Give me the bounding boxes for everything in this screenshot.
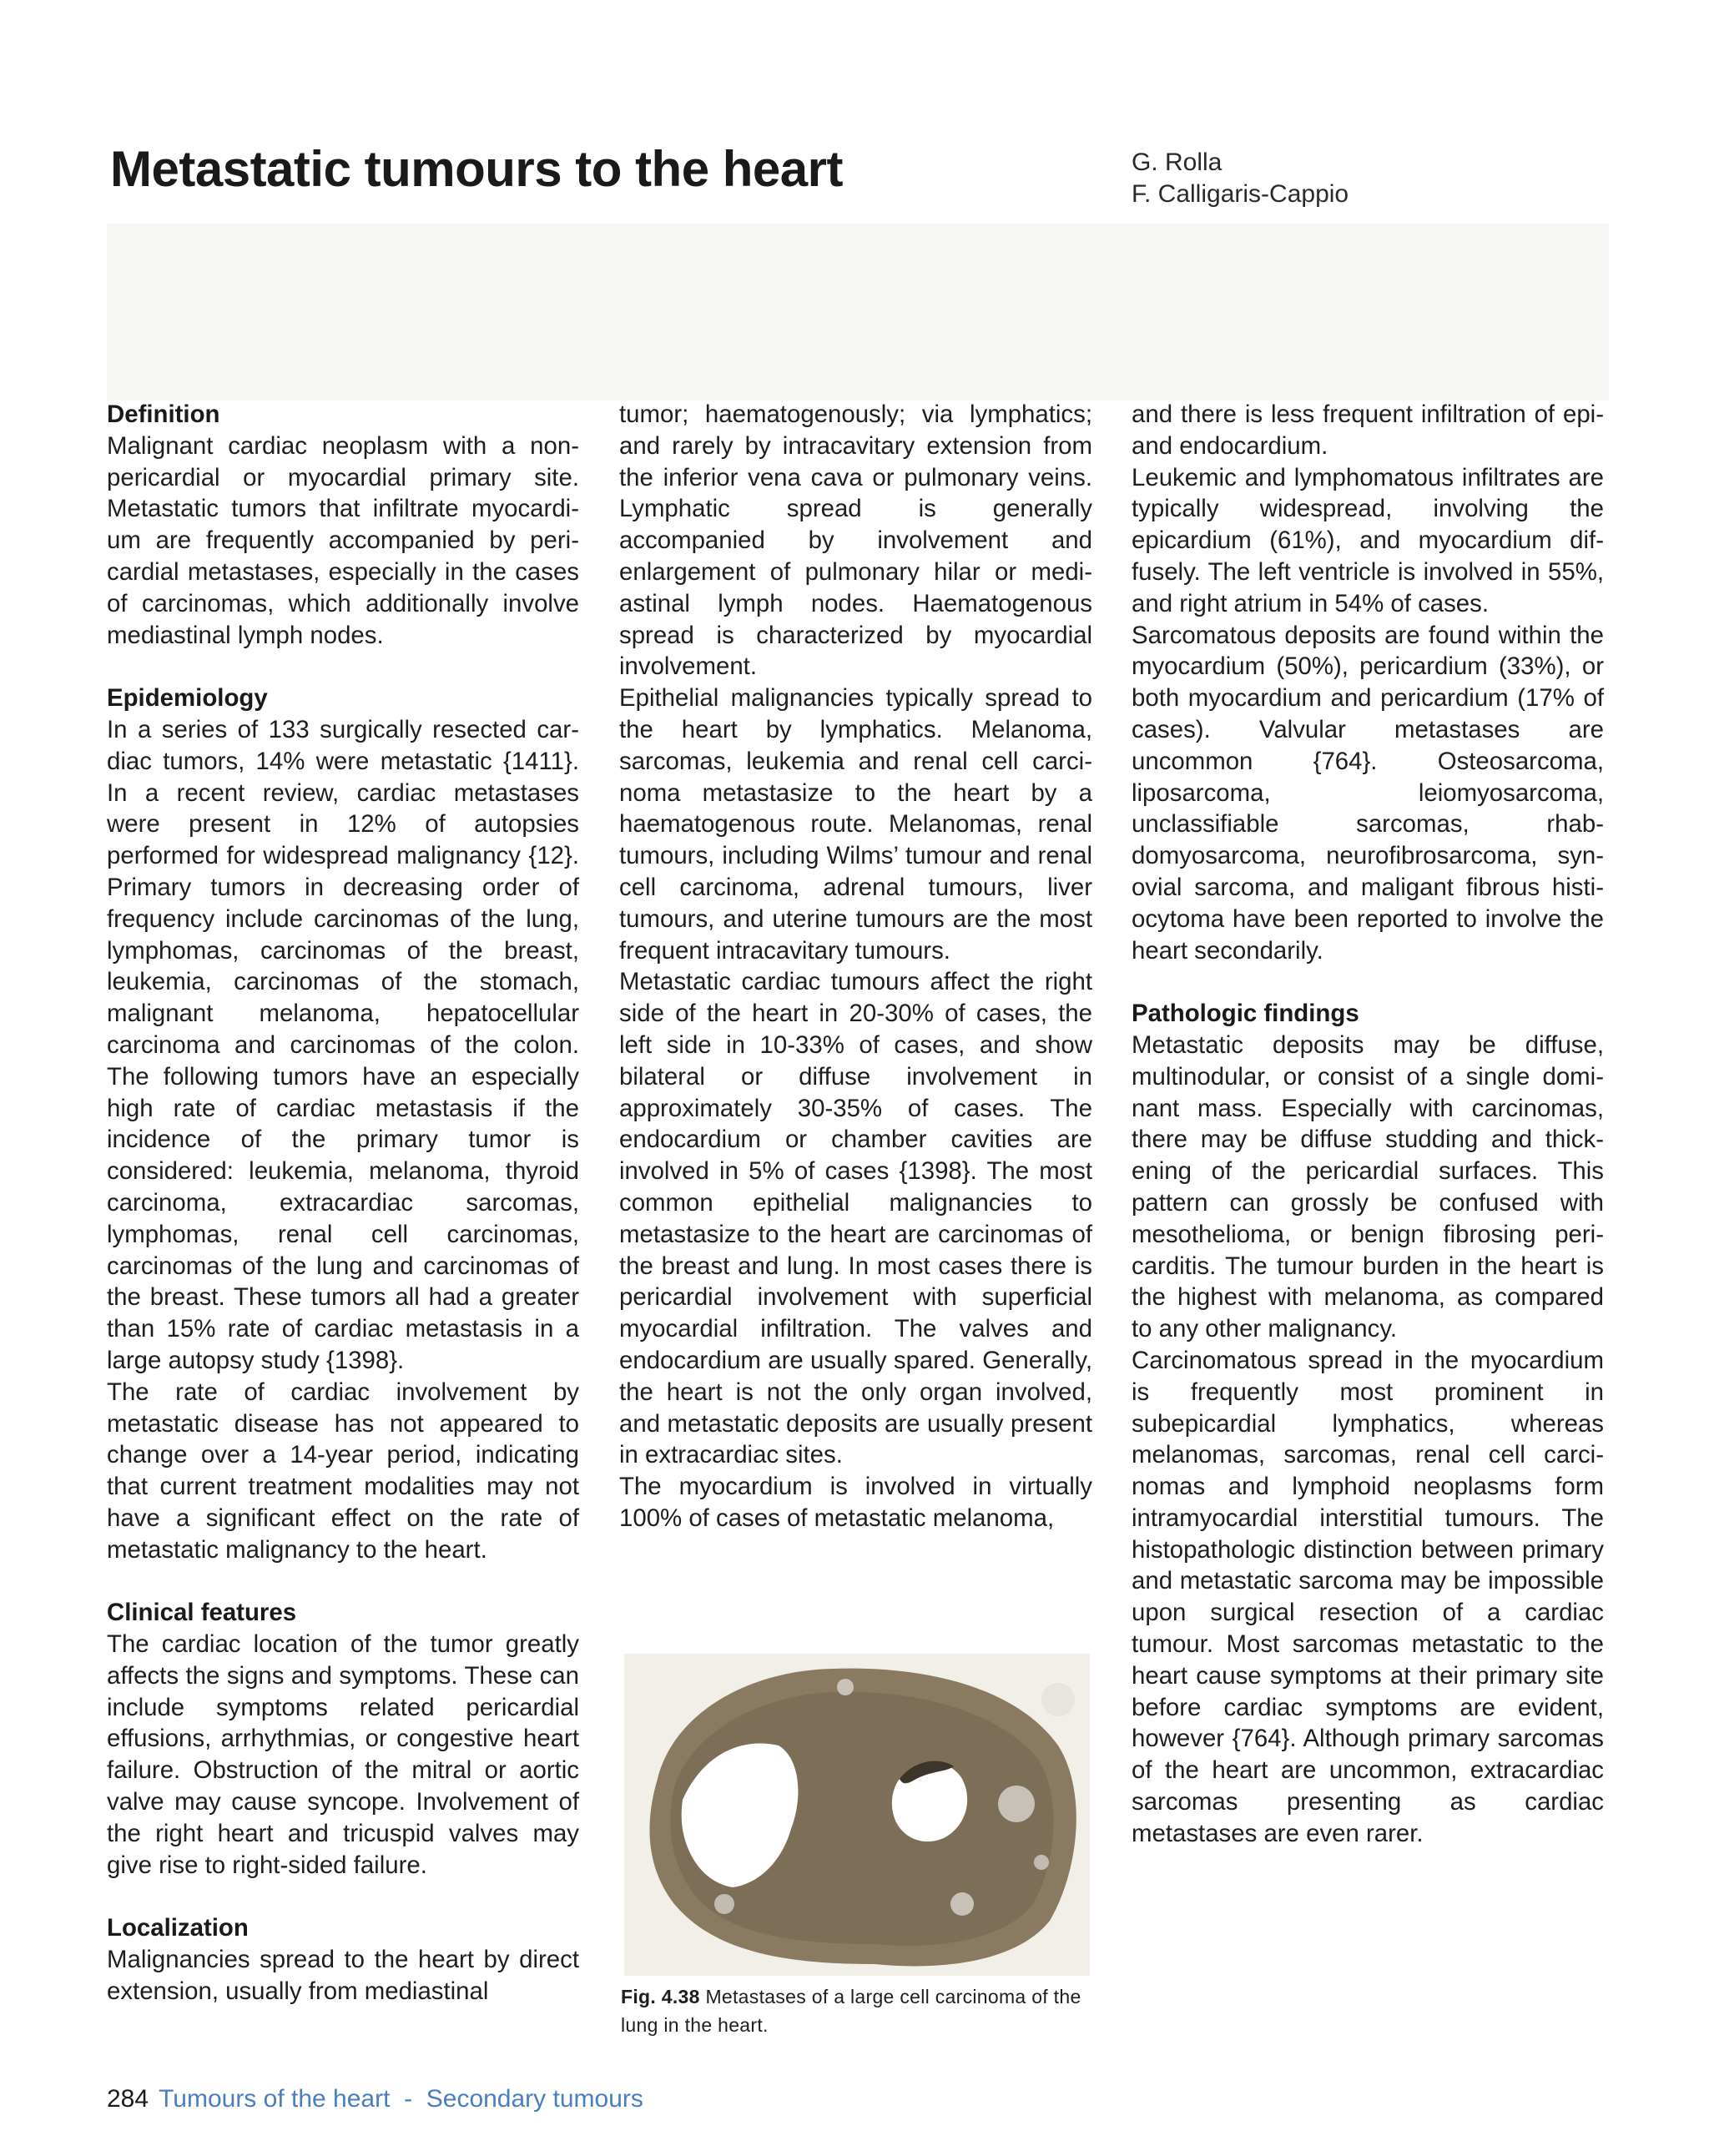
figure-caption bbox=[621, 1982, 1091, 2039]
heading-pathologic-findings: Pathologic findings bbox=[1132, 1000, 1359, 1028]
heading-definition: Definition bbox=[107, 400, 220, 428]
paragraph-epidemiology-1: In a series of 133 surgically resected cardiac tumors, 14% were metastatic {1411}. In a recent review, cardiac metastases were present in 12% of autopsies performed for widespread malignancy {12}. Primary tumors in decreasing order of frequency include carcinomas of the lung, lymphomas, carcinomas of the breast, leukemia, carcinomas of the stomach, malignant melanoma, hepatocellular carcinoma and carcinomas of the colon. The following tumors have an especially high rate of cardiac metastasis if the incidence of the primary tumor is considered: leukemia, melanoma, thyroid carcinoma, extracardiac sarcomas, lymphomas, renal cell carcinomas, carcinomas of the lung and carcinomas of the breast. These tumors all had a greater than 15% rate of cardiac metastasis in a large autopsy study {1398}. bbox=[107, 715, 579, 1374]
figure-heart-section bbox=[624, 1654, 1090, 1976]
text-column-2 bbox=[619, 399, 1092, 1534]
text-column-3 bbox=[1132, 399, 1604, 1850]
metastatic-nodule bbox=[1034, 1855, 1049, 1870]
figure-label: Fig. 4.38 bbox=[621, 1986, 700, 2007]
paragraph-localization-4-cont: and there is less frequent infiltration of epi- and endocardium. bbox=[1132, 400, 1604, 460]
heading-localization: Localization bbox=[107, 1914, 249, 1942]
paragraph-pathologic-1: Metastatic deposits may be diffuse, multinodular, or consist of a single dominant mass. Especially with carcinomas, there may be diffuse studding and thickening of the pericardial surfaces. This pattern can grossly be confused with mesothelioma, or benign fibrosing pericarditis. The tumour burden in the heart is the highest with melanoma, as compared to any other malignancy. bbox=[1132, 1030, 1604, 1343]
text-column-1 bbox=[107, 399, 579, 2007]
paragraph-epidemiology-2: The rate of cardiac involvement by metastatic disease has not appeared to change over a 14-year period, indicating that current treatment modalities may not have a significant effect on the rate of metastatic malignancy to the heart. bbox=[107, 1378, 579, 1564]
running-head: Tumours of the heart - Secondary tumours bbox=[159, 2085, 643, 2113]
title-band bbox=[107, 224, 1609, 400]
figure-caption-text: Metastases of a large cell carcinoma of the lung in the heart. bbox=[621, 1986, 1081, 2036]
heart-cross-section-image bbox=[624, 1654, 1090, 1976]
heading-clinical-features: Clinical features bbox=[107, 1599, 297, 1627]
author-list bbox=[1132, 147, 1349, 210]
paragraph-clinical-features: The cardiac location of the tumor greatly affects the signs and symptoms. These can include symptoms related pericardial effusions, arrhythmias, or congestive heart failure. Obstruction of the mitral or aortic valve may cause syncope. Involvement of the right heart and tricuspid valves may give rise to right-sided failure. bbox=[107, 1630, 579, 1879]
metastatic-nodule bbox=[1041, 1683, 1075, 1716]
metastatic-nodule bbox=[837, 1679, 854, 1695]
author-name: F. Calligaris-Cappio bbox=[1132, 180, 1349, 208]
paragraph-localization-6: Sarcomatous deposits are found within the myocardium (50%), pericardium (33%), or both myocardium and pericardium (17% of cases). Valvular metastases are uncommon {764}. Osteosarcoma, liposarcoma, leiomyosarcoma, unclassifiable sarcomas, rhabdomyosarcoma, neurofibrosarcoma, synovial sarcoma, and maligant fibrous histiocytoma have been reported to involve the heart secondarily. bbox=[1132, 621, 1604, 965]
paragraph-localization-1-cont: tumor; haematogenously; via lymphatics; and rarely by intracavitary extension from the inferior vena cava or pulmonary veins. Lymphatic spread is generally accompanied by involvement and enlargement of pulmonary hilar or mediastinal lymph nodes. Haematogenous spread is characterized by myocardial involvement. bbox=[619, 400, 1092, 681]
heading-epidemiology: Epidemiology bbox=[107, 684, 268, 713]
metastatic-nodule bbox=[998, 1786, 1035, 1822]
paragraph-localization-4: The myocardium is involved in virtually 100% of cases of metastatic melanoma, bbox=[619, 1473, 1092, 1532]
page-footer bbox=[107, 2083, 643, 2116]
metastatic-nodule bbox=[950, 1892, 974, 1916]
paragraph-localization-1: Malignancies spread to the heart by direct extension, usually from mediastinal bbox=[107, 1946, 579, 2005]
paragraph-localization-5: Leukemic and lymphomatous infiltrates are typically widespread, involving the epicardium (61%), and myocardium diffusely. The left ventricle is involved in 55%, and right atrium in 54% of cases. bbox=[1132, 463, 1604, 617]
page-number: 284 bbox=[107, 2085, 149, 2113]
paragraph-localization-2: Epithelial malignancies typically spread to the heart by lymphatics. Melanoma, sarcomas, leukemia and renal cell carcinoma metastasize to the heart by a haematogenous route. Melanomas, renal tumours, including Wilms’ tumour and renal cell carcinoma, adrenal tumours, liver tumours, and uterine tumours are the most frequent intracavitary tumours. bbox=[619, 684, 1092, 965]
paragraph-pathologic-2: Carcinomatous spread in the myocardium is frequently most prominent in subepicardial lymphatics, whereas melanomas, sarcomas, renal cell carcinomas and lymphoid neoplasms form intramyocardial interstitial tumours. The histopathologic distinction between primary and metastatic sarcoma may be impossible upon surgical resection of a cardiac tumour. Most sarcomas metastatic to the heart cause symptoms at their primary site before cardiac symptoms are evident, however {764}. Although primary sarcomas of the heart are uncommon, extracardiac sarcomas presenting as cardiac metastases are even rarer. bbox=[1132, 1346, 1604, 1847]
paragraph-definition: Malignant cardiac neoplasm with a non-pericardial or myocardial primary site. Metastatic tumors that infiltrate myocardium are frequently accompanied by pericardial metastases, especially in the cases of carcinomas, which additionally involve mediastinal lymph nodes. bbox=[107, 431, 579, 649]
paragraph-localization-3: Metastatic cardiac tumours affect the right side of the heart in 20-30% of cases, the left side in 10-33% of cases, and show bilateral or diffuse involvement in approximately 30-35% of cases. The endocardium or chamber cavities are involved in 5% of cases {1398}. The most common epithelial malignancies to metastasize to the heart are carcinomas of the breast and lung. In most cases there is pericardial involvement with superficial myocardial infiltration. The valves and endocardium are usually spared. Generally, the heart is not the only organ involved, and metastatic deposits are usually present in extracardiac sites. bbox=[619, 968, 1092, 1469]
author-name: G. Rolla bbox=[1132, 149, 1223, 176]
page-title: Metastatic tumours to the heart bbox=[110, 141, 843, 197]
metastatic-nodule bbox=[714, 1894, 734, 1914]
